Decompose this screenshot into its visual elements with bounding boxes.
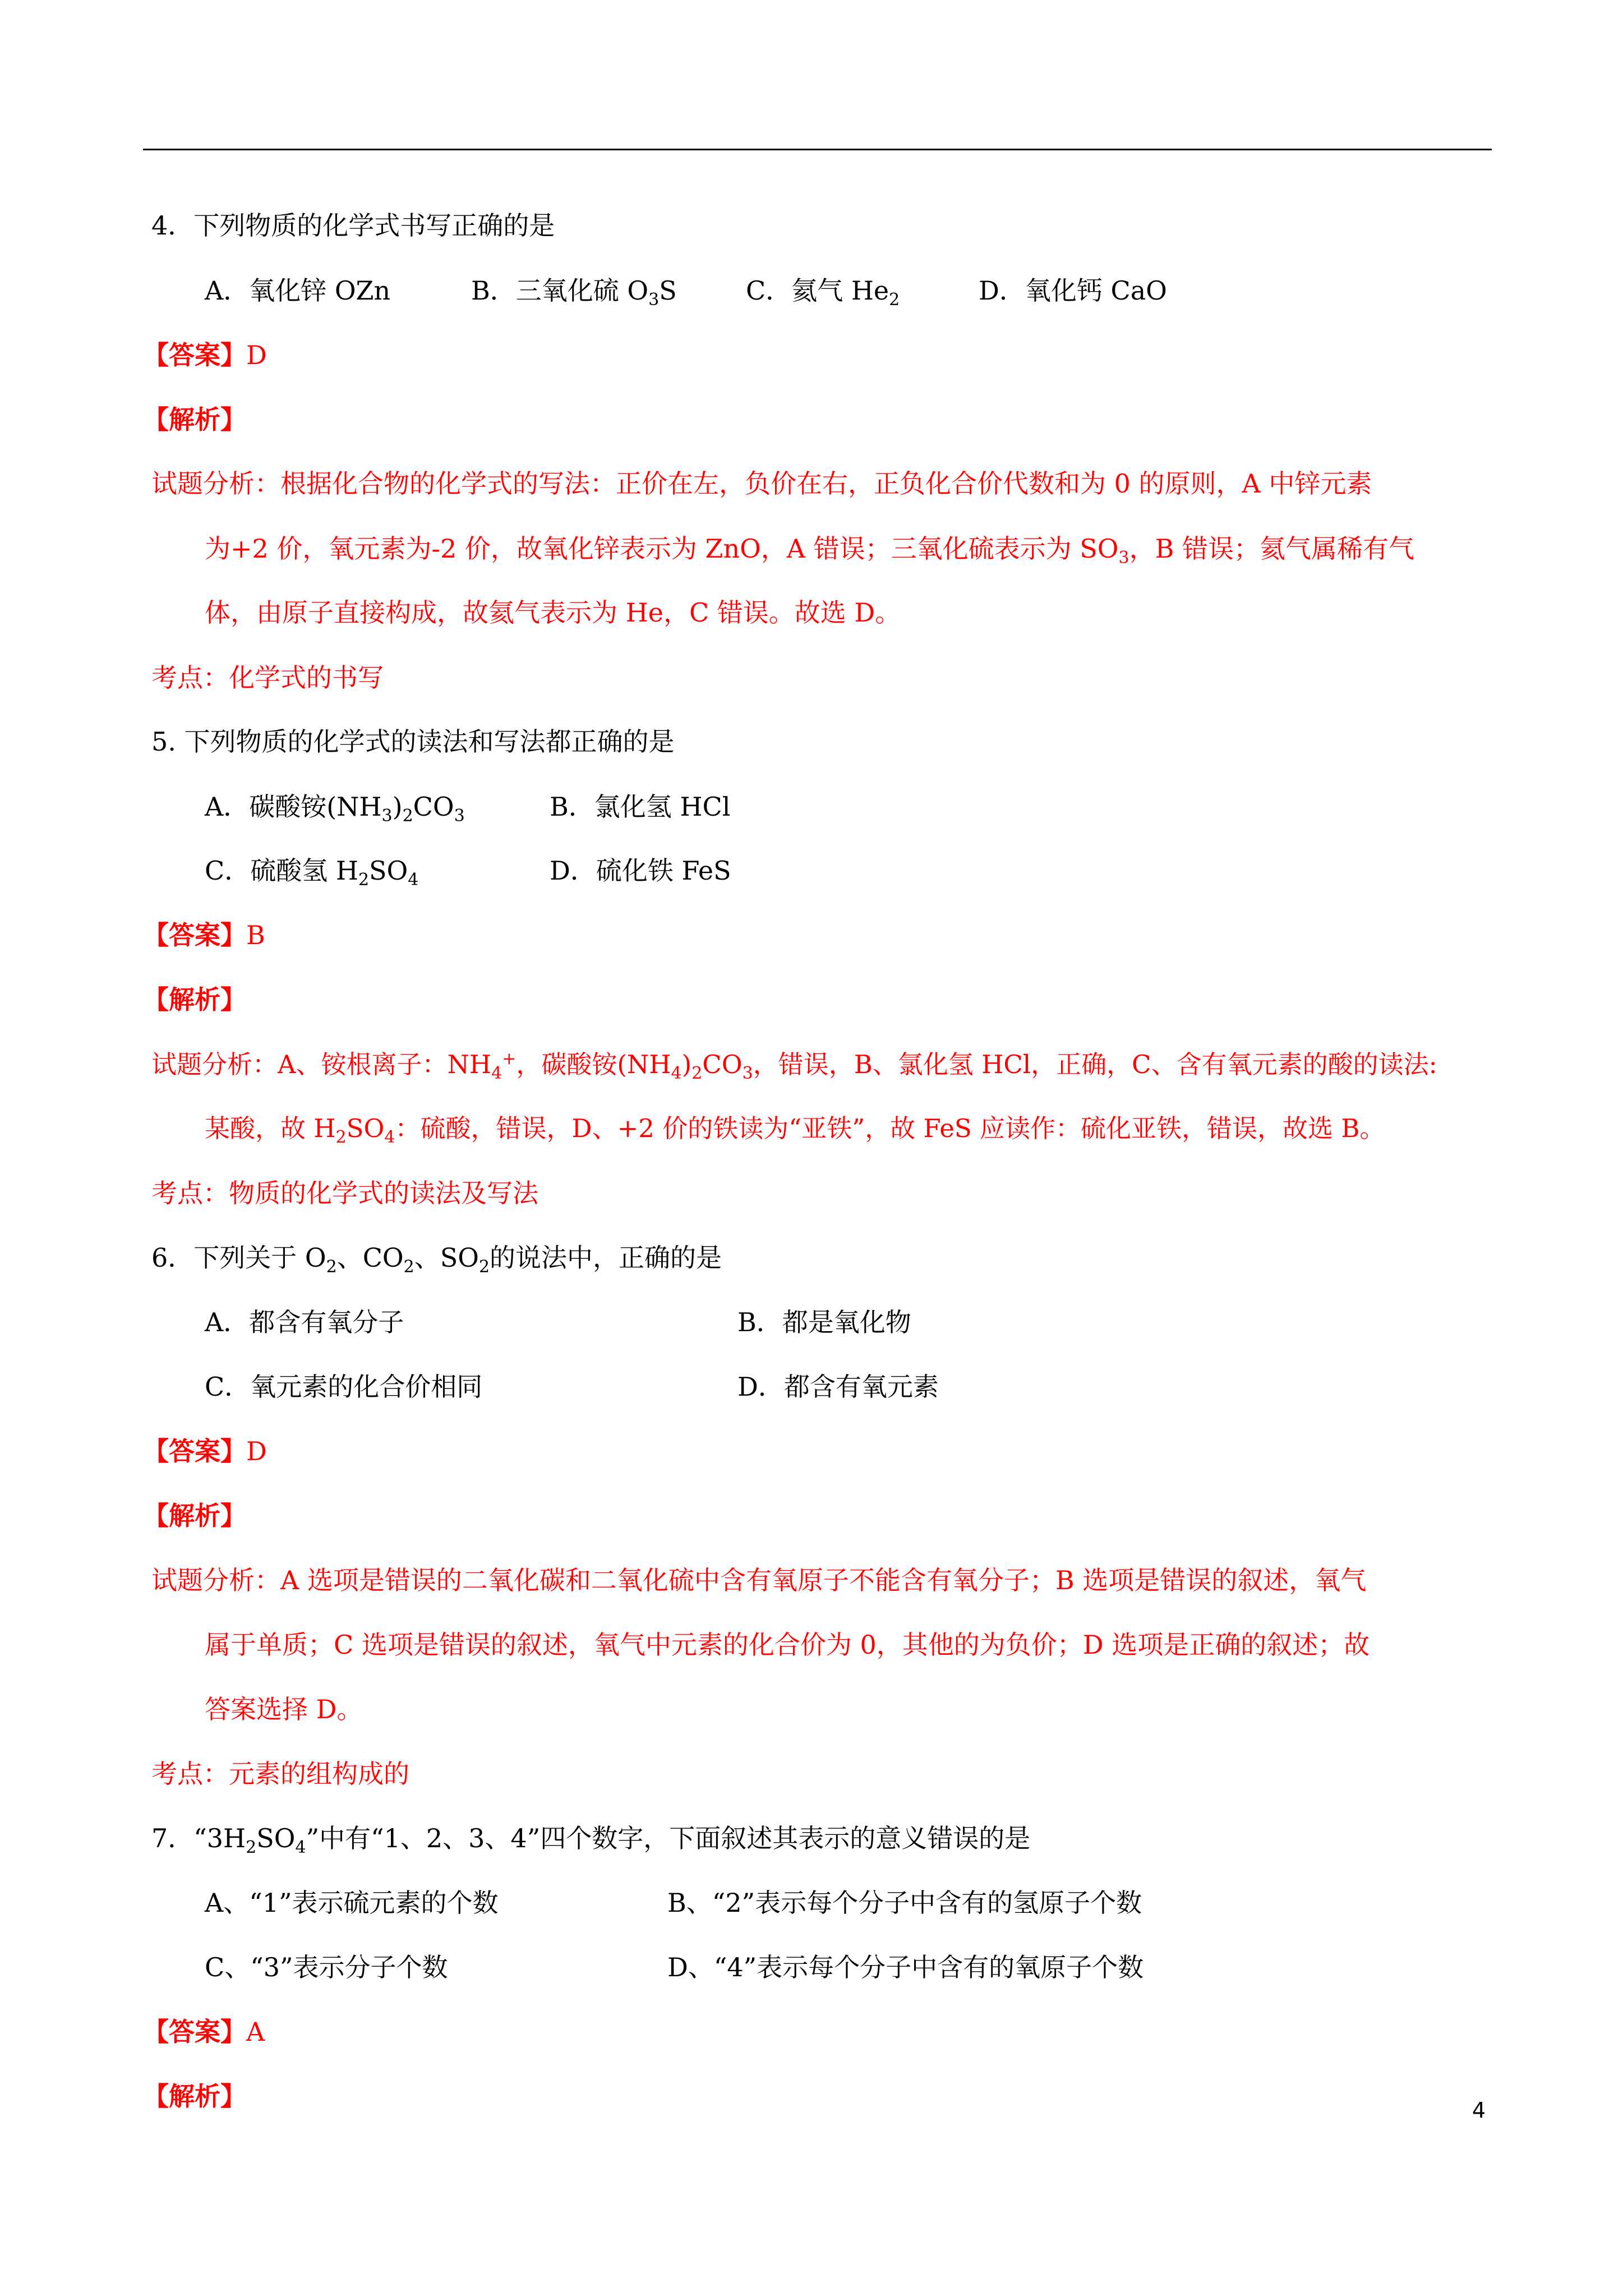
q5-option-c: C．硫酸氢 $H_2SO_4$ (205, 855, 419, 890)
q6-analysis-line-1: 试题分析：A 选项是错误的二氧化碳和二氧化硫中含有氧原子不能含有氧分子；B 选项是错误的叙述，氧气 (151, 1565, 1367, 1595)
q6-analysis-line-3: 答案选择 D。 (205, 1694, 363, 1724)
q6-point: 考点：元素的组构成的 (151, 1759, 409, 1789)
q4-point: 考点：化学式的书写 (151, 662, 384, 693)
q7-answer: 【答案】A (143, 2017, 265, 2047)
q6-answer: 【答案】D (143, 1436, 267, 1466)
q4-option-c: C．氦气 $He_2$ (746, 275, 900, 310)
q7-option-a: A、“1”表示硫元素的个数 (205, 1888, 499, 1918)
q5-answer: 【答案】B (143, 920, 265, 950)
q4-option-b: B．三氧化硫 $O_3S$ (471, 275, 677, 310)
q4-analysis-line-2: 为+2 价，氧元素为-2 价，故氧化锌表示为 ZnO，A 错误；三氧化硫表示为 $SO_3$，B 错误；氦气属稀有气 (205, 533, 1415, 568)
q7-option-b: B、“2”表示每个分子中含有的氢原子个数 (667, 1888, 1142, 1918)
q5-point: 考点：物质的化学式的读法及写法 (151, 1178, 538, 1208)
q6-analysis-label: 【解析】 (143, 1501, 246, 1531)
q5-analysis-line-1: 试题分析：A、铵根离子：$NH_4^+$，碳酸铵$(NH_4)_2CO_3$，错误，B、氯化氢 HCl，正确，C、含有氧元素的酸的读法: (151, 1049, 1437, 1083)
q7-analysis-label: 【解析】 (143, 2081, 246, 2111)
q5-analysis-line-2: 某酸，故 $H_2SO_4$：硫酸，错误，D、+2 价的铁读为“亚铁”，故 FeS 应读作：硫化亚铁，错误，故选 B。 (205, 1114, 1385, 1147)
header-rule (143, 149, 1492, 150)
q4-option-a: A．氧化锌 OZn (205, 275, 391, 306)
q4-analysis-label: 【解析】 (143, 404, 246, 435)
q6-analysis-line-2: 属于单质；C 选项是错误的叙述，氧气中元素的化合价为 0，其他的为负价；D 选项是正确的叙述；故 (205, 1630, 1370, 1660)
q5-option-d: D．硫化铁 FeS (550, 855, 731, 886)
q7-option-d: D、“4”表示每个分子中含有的氧原子个数 (667, 1952, 1144, 1982)
q4-stem: 4．下列物质的化学式书写正确的是 (151, 210, 555, 241)
q5-analysis-label: 【解析】 (143, 984, 246, 1015)
q4-option-d: D．氧化钙 CaO (979, 275, 1167, 306)
page-number: 4 (1472, 2098, 1486, 2123)
q5-option-a: A．碳酸铵$(NH_3)_2CO_3$ (205, 792, 465, 826)
q6-option-a: A．都含有氧分子 (205, 1307, 404, 1337)
q4-analysis-line-3: 体，由原子直接构成，故氦气表示为 He，C 错误。故选 D。 (205, 597, 901, 628)
q6-option-d: D．都含有氧元素 (737, 1372, 939, 1402)
q6-stem: 6．下列关于 $O_2$、$CO_2$、$SO_2$的说法中，正确的是 (151, 1243, 722, 1277)
q5-stem: 5. 下列物质的化学式的读法和写法都正确的是 (151, 726, 675, 757)
q7-option-c: C、“3”表示分子个数 (205, 1952, 448, 1982)
q5-option-b: B．氯化氢 HCl (550, 792, 731, 822)
q7-stem: 7．“$3H_2SO_4$”中有“1、2、3、4”四个数字，下面叙述其表示的意义错误的是 (151, 1823, 1031, 1858)
q6-option-b: B．都是氧化物 (737, 1307, 911, 1337)
q4-analysis-line-1: 试题分析：根据化合物的化学式的写法：正价在左，负价在右，正负化合价代数和为 0 的原则，A 中锌元素 (151, 468, 1372, 499)
q4-answer: 【答案】D (143, 340, 267, 370)
q6-option-c: C．氧元素的化合价相同 (205, 1372, 483, 1402)
